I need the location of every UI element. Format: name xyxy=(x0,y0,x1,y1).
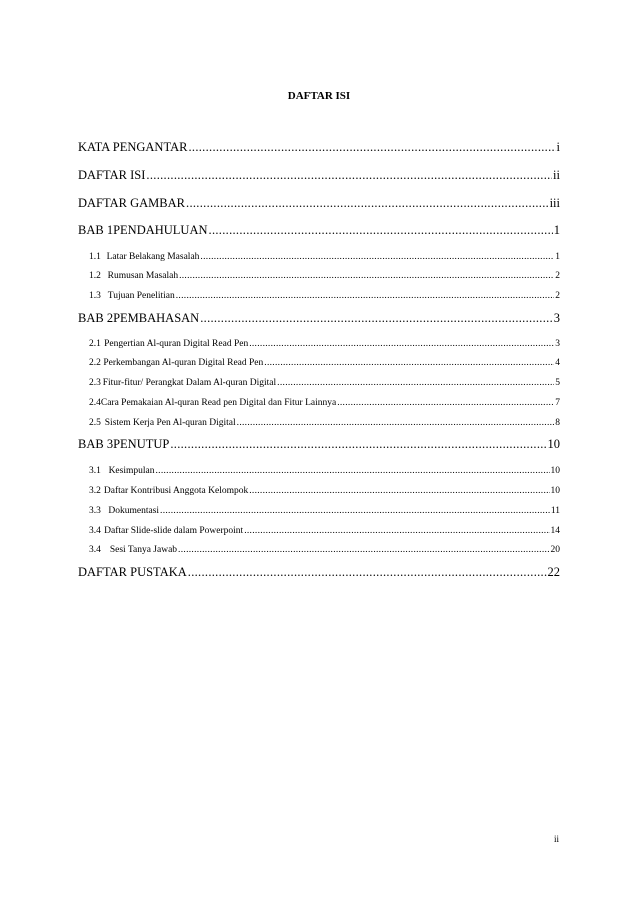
toc-label: DAFTAR ISI xyxy=(78,168,146,182)
toc-label: Rumusan Masalah xyxy=(107,271,179,281)
toc-label: Perkembangan Al-quran Digital Read Pen xyxy=(103,358,264,368)
toc-entry-daftar-pustaka[interactable] xyxy=(78,565,560,580)
toc-leader xyxy=(264,358,554,368)
toc-label: Daftar Kontribusi Anggota Kelompok xyxy=(103,486,249,496)
toc-label: DAFTAR PUSTAKA xyxy=(78,565,187,579)
toc-page: 22 xyxy=(547,565,560,579)
toc-leader xyxy=(249,339,554,349)
toc-leader xyxy=(188,565,547,580)
toc-page: 1 xyxy=(555,252,560,262)
toc-number: 2.4 xyxy=(89,398,101,408)
toc-number: BAB 3 xyxy=(78,437,114,451)
toc-leader xyxy=(160,506,550,516)
page-title: DAFTAR ISI xyxy=(287,90,351,102)
toc-number: 1.3 xyxy=(89,291,101,301)
toc-number: 2.3 xyxy=(89,378,101,388)
toc-entry-2-5[interactable] xyxy=(78,418,560,428)
toc-entry-daftar-isi[interactable] xyxy=(78,168,560,183)
toc-label: Cara Pemakaian Al-quran Read pen Digital dan Fitur Lainnya xyxy=(100,398,337,408)
toc-entry-2-4[interactable] xyxy=(78,398,560,408)
toc-page: 20 xyxy=(550,545,560,555)
toc-label: PENDAHULUAN xyxy=(113,223,208,237)
toc-page: i xyxy=(556,140,560,154)
toc-entry-1-2[interactable] xyxy=(78,271,560,281)
toc-leader xyxy=(146,168,552,183)
toc-leader xyxy=(155,466,549,476)
toc-label: Sistem Kerja Pen Al-quran Digital xyxy=(104,418,236,428)
toc-entry-3-2[interactable] xyxy=(78,486,560,496)
toc-page: 8 xyxy=(555,418,560,428)
toc-label: Kesimpulan xyxy=(108,466,155,476)
toc-page: 10 xyxy=(550,466,560,476)
toc-page: 1 xyxy=(553,223,560,237)
toc-number: 3.4 xyxy=(89,526,101,536)
toc-entry-2-2[interactable] xyxy=(78,358,560,368)
toc-entry-3-4-tanya-jawab[interactable] xyxy=(78,545,560,555)
toc-leader xyxy=(170,437,546,452)
toc-leader xyxy=(237,418,555,428)
toc-leader xyxy=(176,291,555,301)
toc-number: BAB 1 xyxy=(78,223,114,237)
toc-leader xyxy=(178,545,549,555)
toc-entry-3-3[interactable] xyxy=(78,506,560,516)
toc-leader xyxy=(200,311,553,326)
toc-leader xyxy=(277,378,554,388)
toc-leader xyxy=(188,140,555,155)
toc-label: Sesi Tanya Jawab xyxy=(107,545,178,555)
toc-entry-1-3[interactable] xyxy=(78,291,560,301)
toc-page: 10 xyxy=(547,437,560,451)
page-number: ii xyxy=(554,834,560,844)
toc-label: Latar Belakang Masalah xyxy=(106,252,200,262)
toc-page: 14 xyxy=(550,526,560,536)
toc-label: Dokumentasi xyxy=(108,506,160,516)
toc-number: 3.1 xyxy=(89,466,101,476)
toc-label: KATA PENGANTAR xyxy=(78,140,188,154)
toc-label: Tujuan Penelitian xyxy=(107,291,175,301)
toc-number: 1.2 xyxy=(89,271,101,281)
toc-leader xyxy=(337,398,554,408)
toc-number: 2.2 xyxy=(89,358,101,368)
toc-entry-2-3[interactable] xyxy=(78,378,560,388)
toc-leader xyxy=(179,271,554,281)
toc-entry-kata-pengantar[interactable] xyxy=(78,140,560,155)
toc-label: Pengertian Al-quran Digital Read Pen xyxy=(104,339,249,349)
toc-leader xyxy=(249,486,549,496)
toc-leader xyxy=(186,196,549,211)
toc-leader xyxy=(244,526,549,536)
toc-number: 1.1 xyxy=(89,252,101,262)
toc-page: ii xyxy=(553,168,560,182)
toc-entry-2-1[interactable] xyxy=(78,339,560,349)
toc-page: 11 xyxy=(550,506,560,516)
toc-entry-bab-2[interactable] xyxy=(78,311,560,326)
toc-entry-daftar-gambar[interactable] xyxy=(78,196,560,211)
toc-entry-bab-1[interactable] xyxy=(78,223,560,238)
toc-number: BAB 2 xyxy=(78,311,114,325)
toc-number: 3.2 xyxy=(89,486,101,496)
toc-page: 4 xyxy=(555,358,560,368)
toc-page: 3 xyxy=(555,339,560,349)
toc-page: 5 xyxy=(555,378,560,388)
toc-number: 3.3 xyxy=(89,506,101,516)
toc-number: 2.5 xyxy=(89,418,101,428)
toc-entry-1-1[interactable] xyxy=(78,252,560,262)
toc-page: iii xyxy=(549,196,560,210)
toc-leader xyxy=(209,223,553,238)
toc-number: 3.4 xyxy=(89,545,101,555)
toc-page: 2 xyxy=(555,291,560,301)
toc-label: DAFTAR GAMBAR xyxy=(78,196,186,210)
toc-page: 3 xyxy=(553,311,560,325)
toc-entry-bab-3[interactable] xyxy=(78,437,560,452)
toc-page: 2 xyxy=(555,271,560,281)
toc-page: 7 xyxy=(555,398,560,408)
toc-number: 2.1 xyxy=(89,339,101,349)
toc-page: 10 xyxy=(550,486,560,496)
toc-label: PENUTUP xyxy=(113,437,170,451)
toc-label: Daftar Slide-slide dalam Powerpoint xyxy=(104,526,244,536)
toc-label: PEMBAHASAN xyxy=(113,311,200,325)
toc-entry-3-4-slides[interactable] xyxy=(78,526,560,536)
toc-label: Fitur-fitur/ Perangkat Dalam Al-quran Digital xyxy=(102,378,277,388)
toc-entry-3-1[interactable] xyxy=(78,466,560,476)
toc-leader xyxy=(200,252,554,262)
